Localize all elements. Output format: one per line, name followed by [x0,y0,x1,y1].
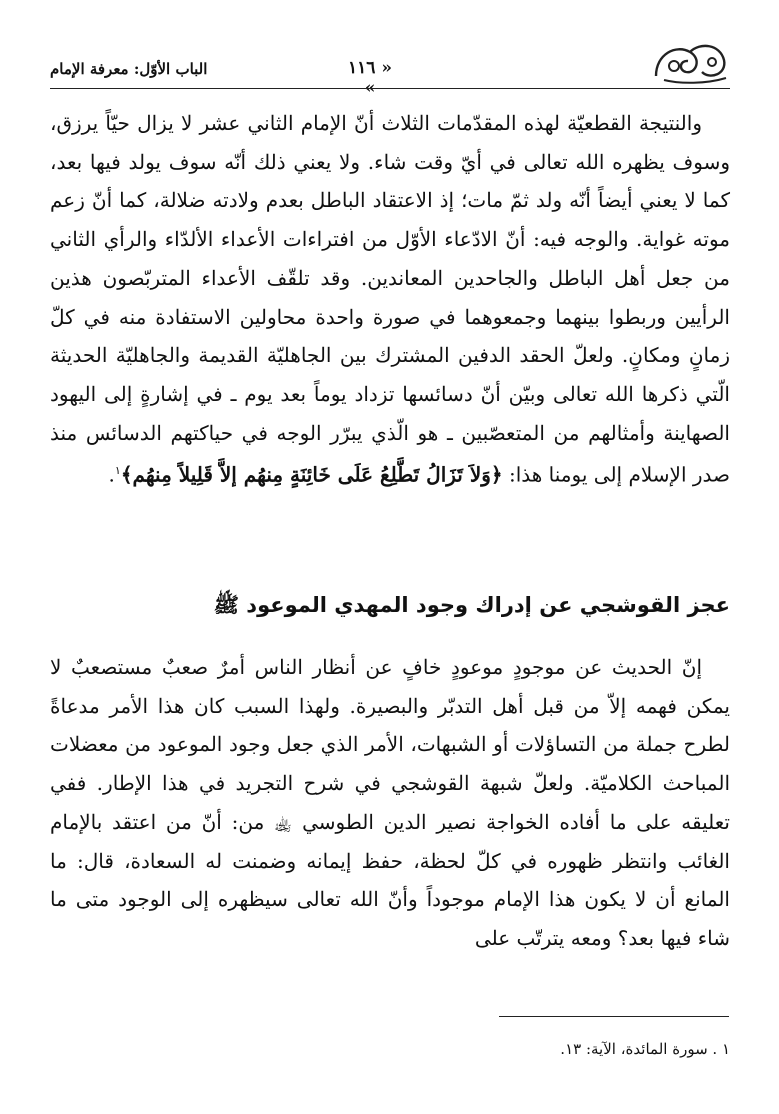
page-header [50,36,730,98]
paragraph-1-end: . [108,462,115,487]
paragraph-2 [50,648,730,958]
paragraph-1 [50,104,730,495]
chapter-title: الباب الأوّل: معرفة الإمام [50,60,208,78]
footnote: ١ . سورة المائدة، الآية: ١٣. [560,1040,730,1058]
ornament-icon [650,36,730,86]
quran-verse: ﴿وَلاَ تَزَالُ تَطَّلِعُ عَلَى خَائِنَةٍ مِنهُم إلاَّ قَلِيلاً مِنهُم﴾ [120,462,503,487]
paragraph-2-text: إنّ الحديث عن موجودٍ موعودٍ خافٍ عن أنظار الناس أمرٌ صعبٌ مستصعبٌ لا يمكن فهمه إلاّ من قبل أهل التدبّر والبصيرة. ولهذا السبب كان هذا الأمر مدعاةً لطرح جملة من التساؤلات أو الشبهات، الأمر الذي جعل وجود الموعود من معضلات المباحث الكلاميّة. ولعلّ شبهة القوشجي في شرح التجريد في هذا الإطار. ففي تعليقه على ما أفاده الخواجة نصير الدين الطوسي ﵀ من: أنّ من اعتقد بالإمام الغائب وانتظر ظهوره في كلّ لحظة، حفظ إيمانه وضمنت له السعادة، قال: ما المانع أن لا يكون هذا الإمام موجوداً وأنّ الله تعالى سيظهره إلى الوجود متى ما شاء فيها بعد؟ ومعه يترتّب على [50,655,731,950]
section-heading: عجز القوشجي عن إدراك وجود المهدي الموعود ﷺ [213,593,730,617]
header-divider [50,88,730,89]
footnote-marker: ١ [114,464,121,478]
footnote-divider [499,1016,729,1017]
paragraph-1-text: والنتيجة القطعيّة لهذه المقدّمات الثلاث أنّ الإمام الثاني عشر لا يزال حيّاً يرزق، وسوف يظهره الله تعالى في أيّ وقت شاء. ولا يعني ذلك أنّه سوف يولد فيها بعد، كما لا يعني أيضاً أنّه ولد ثمّ مات؛ إذ الاعتقاد الباطل بعدم ولادته ضلالة، كما أنّ زعم موته غواية. والوجه فيه: أنّ الادّعاء الأوّل من افتراءات الأعداء الألدّاء والرأي الثاني من جعل أهل الباطل والجاحدين المعاندين. وقد تلقّف الأعداء المتربّصون هذين الرأيين وربطوا بينهما وجمعوهما في صورة واحدة محاولين الاستفادة منه في كلّ زمانٍ ومكانٍ. ولعلّ الحقد الدفين المشترك بين الجاهليّة القديمة والجاهليّة الحديثة الّتي ذكرها الله تعالى وبيّن أنّ دسائسها تزداد يوماً بعد يوم ـ في إشارةٍ إلى اليهود الصهاينة وأمثالهم من المتعصّبين ـ هو الّذي يبرّر الوجه في حياكتهم الدسائس منذ صدر الإسلام إلى يومنا هذا: [50,111,730,487]
page-number: « ١١٦ » [348,58,392,98]
